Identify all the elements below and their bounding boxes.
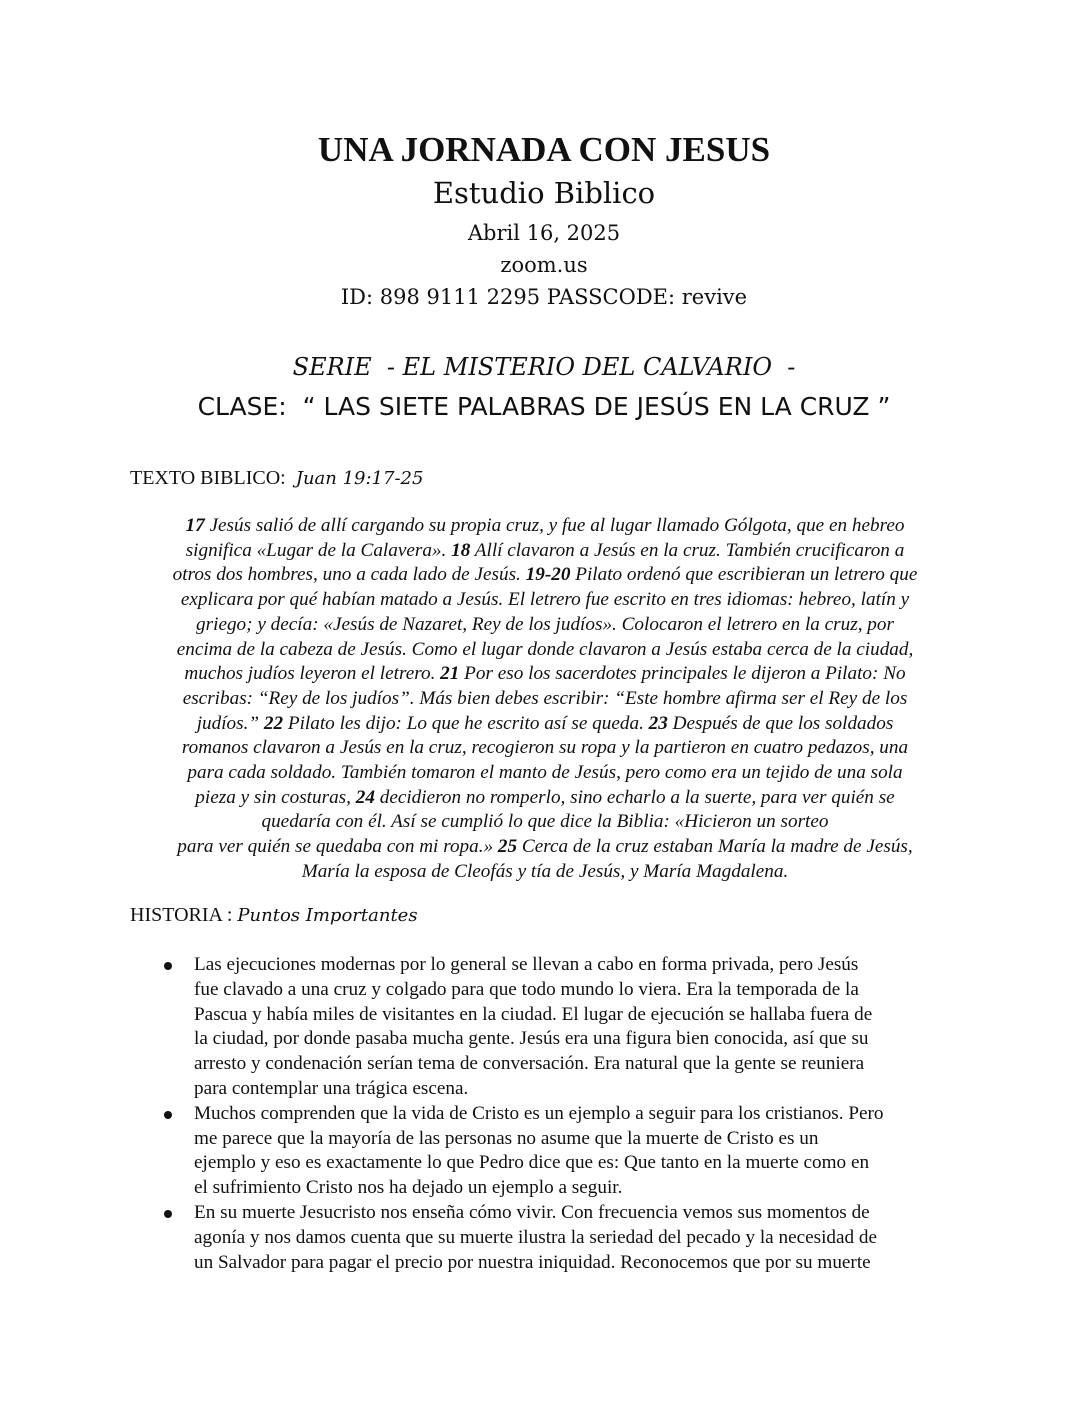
- verse-number: 19-20: [525, 564, 571, 586]
- verse-text: Pilato les dijo: Lo que he escrito así se queda.: [283, 712, 649, 734]
- verse-number: 17: [185, 515, 205, 536]
- scripture-line: [124, 539, 966, 564]
- history-heading: [130, 901, 418, 930]
- key-point-line: En su muerte Jesucristo nos enseña cómo vivir. Con frecuencia vemos sus momentos de: [194, 1201, 870, 1223]
- key-points-list: [162, 953, 972, 1275]
- verse-text: romanos clavaron a Jesús en la cruz, recogieron su ropa y la partieron en cuatro pedazos, una: [181, 737, 909, 759]
- key-point-line: fue clavado a una cruz y colgado para que todo mundo lo viera. Era la temporada de la: [194, 978, 859, 1000]
- series-title: SERIE - EL MISTERIO DEL CALVARIO -: [292, 353, 796, 381]
- verse-text: muchos judíos leyeron el letrero.: [184, 663, 441, 685]
- meeting-platform: zoom.us: [500, 253, 588, 277]
- verse-text: decidieron no romperlo, sino echarlo a la suerte, para ver quién se: [374, 786, 895, 808]
- verse-text: pieza y sin costuras,: [195, 786, 356, 808]
- verse-text: para ver quién se quedaba con mi ropa.»: [177, 836, 498, 858]
- scripture-line: [124, 860, 966, 885]
- scripture-line: [124, 613, 966, 638]
- class-title: CLASE: “ LAS SIETE PALABRAS DE JESÚS EN LA CRUZ ”: [197, 392, 891, 421]
- key-point-line: ejemplo y eso es exactamente lo que Pedro dice que es: Que tanto en la muerte como en: [194, 1152, 870, 1174]
- scripture-line: [124, 638, 966, 663]
- key-point-line: la ciudad, por donde pasaba mucha gente. Jesús era una figura bien conocida, así que su: [194, 1028, 869, 1050]
- bible-text-label: TEXTO BIBLICO:: [130, 467, 286, 489]
- verse-text: griego; y decía: «Jesús de Nazaret, Rey de los judíos». Colocaron el letrero en la cruz, por: [196, 613, 894, 635]
- verse-number: 21: [440, 663, 460, 685]
- scripture-line: [124, 835, 966, 860]
- key-point-line: para contemplar una trágica escena.: [194, 1077, 469, 1099]
- history-label: HISTORIA :: [130, 904, 233, 926]
- verse-text: para cada soldado. También tomaron el manto de Jesús, pero como era un tejido de una sola: [187, 762, 903, 784]
- bullet-icon: [164, 962, 172, 970]
- verse-text: encima de la cabeza de Jesús. Como el lugar donde clavaron a Jesús estaba cerca de la ciudad,: [176, 638, 914, 660]
- key-point-line: Pascua y había miles de visitantes en la ciudad. El lugar de ejecución se hallaba fuera de: [194, 1003, 873, 1025]
- verse-number: 22: [263, 712, 284, 734]
- scripture-line: [124, 588, 966, 613]
- key-point-line: un Salvador para pagar el precio por nuestra iniquidad. Reconocemos que por su muerte: [194, 1251, 871, 1273]
- scripture-passage: [124, 514, 966, 885]
- session-date: Abril 16, 2025: [467, 221, 621, 245]
- verse-text: Por eso los sacerdotes principales le dijeron a Pilato: No: [459, 663, 906, 685]
- meeting-id: ID: 898 9111 2295 PASSCODE: revive: [340, 285, 748, 309]
- verse-text: significa «Lugar de la Calavera».: [185, 539, 452, 561]
- verse-text: escribas: “Rey de los judíos”. Más bien debes escribir: “Este hombre afirma ser el Rey de los: [182, 687, 908, 709]
- key-point-item: [162, 1201, 972, 1275]
- scripture-line: [124, 736, 966, 761]
- verse-text: María la esposa de Cleofás y tía de Jesús, y María Magdalena.: [301, 860, 789, 882]
- scripture-line: [124, 687, 966, 712]
- bible-text-heading: [130, 464, 423, 493]
- verse-text: Allí clavaron a Jesús en la cruz. También crucificaron a: [470, 539, 905, 561]
- scripture-line: [124, 786, 966, 811]
- key-point-line: el sufrimiento Cristo nos ha dejado un ejemplo a seguir.: [194, 1177, 623, 1199]
- scripture-line: [124, 514, 966, 539]
- verse-text: Cerca de la cruz estaban María la madre de Jesús,: [517, 836, 913, 858]
- key-point-line: Las ejecuciones modernas por lo general se llevan a cabo en forma privada, pero Jesús: [194, 954, 859, 975]
- verse-text: explicara por qué habían matado a Jesús. El letrero fue escrito en tres idiomas: hebreo, latín y: [180, 589, 910, 611]
- verse-number: 23: [648, 712, 668, 734]
- key-point-line: arresto y condenación serían tema de conversación. Era natural que la gente se reuniera: [194, 1053, 865, 1075]
- document-subtitle: Estudio Biblico: [432, 176, 656, 210]
- verse-number: 18: [451, 539, 471, 561]
- verse-text: Jesús salió de allí cargando su propia cruz, y fue al lugar llamado Gólgota, que en hebreo: [204, 515, 905, 536]
- history-subtitle: Puntos Importantes: [237, 905, 418, 926]
- key-point-line: me parece que la mayoría de las personas no asume que la muerte de Cristo es un: [194, 1127, 819, 1149]
- scripture-line: [124, 761, 966, 786]
- bullet-icon: [164, 1210, 172, 1218]
- scripture-line: [124, 810, 966, 835]
- key-point-line: agonía y nos damos cuenta que su muerte ilustra la seriedad del pecado y la necesidad de: [194, 1226, 878, 1248]
- key-point-item: [162, 1102, 972, 1201]
- document-title: UNA JORNADA CON JESUS: [317, 130, 771, 169]
- scripture-line: [124, 712, 966, 737]
- bible-text-reference: Juan 19:17-25: [295, 468, 424, 489]
- verse-number: 25: [497, 836, 518, 858]
- scripture-line: [124, 563, 966, 588]
- key-point-line: Muchos comprenden que la vida de Cristo es un ejemplo a seguir para los cristianos. Pero: [194, 1102, 884, 1124]
- verse-text: Pilato ordenó que escribieran un letrero que: [570, 564, 918, 586]
- bullet-icon: [164, 1111, 172, 1119]
- verse-text: quedaría con él. Así se cumplió lo que dice la Biblia: «Hicieron un sorteo: [261, 811, 829, 833]
- verse-text: otros dos hombres, uno a cada lado de Jesús.: [172, 564, 526, 586]
- verse-number: 24: [355, 786, 375, 808]
- verse-text: judíos.”: [196, 712, 264, 734]
- key-point-item: [162, 953, 972, 1102]
- verse-text: Después de que los soldados: [667, 712, 894, 734]
- scripture-line: [124, 662, 966, 687]
